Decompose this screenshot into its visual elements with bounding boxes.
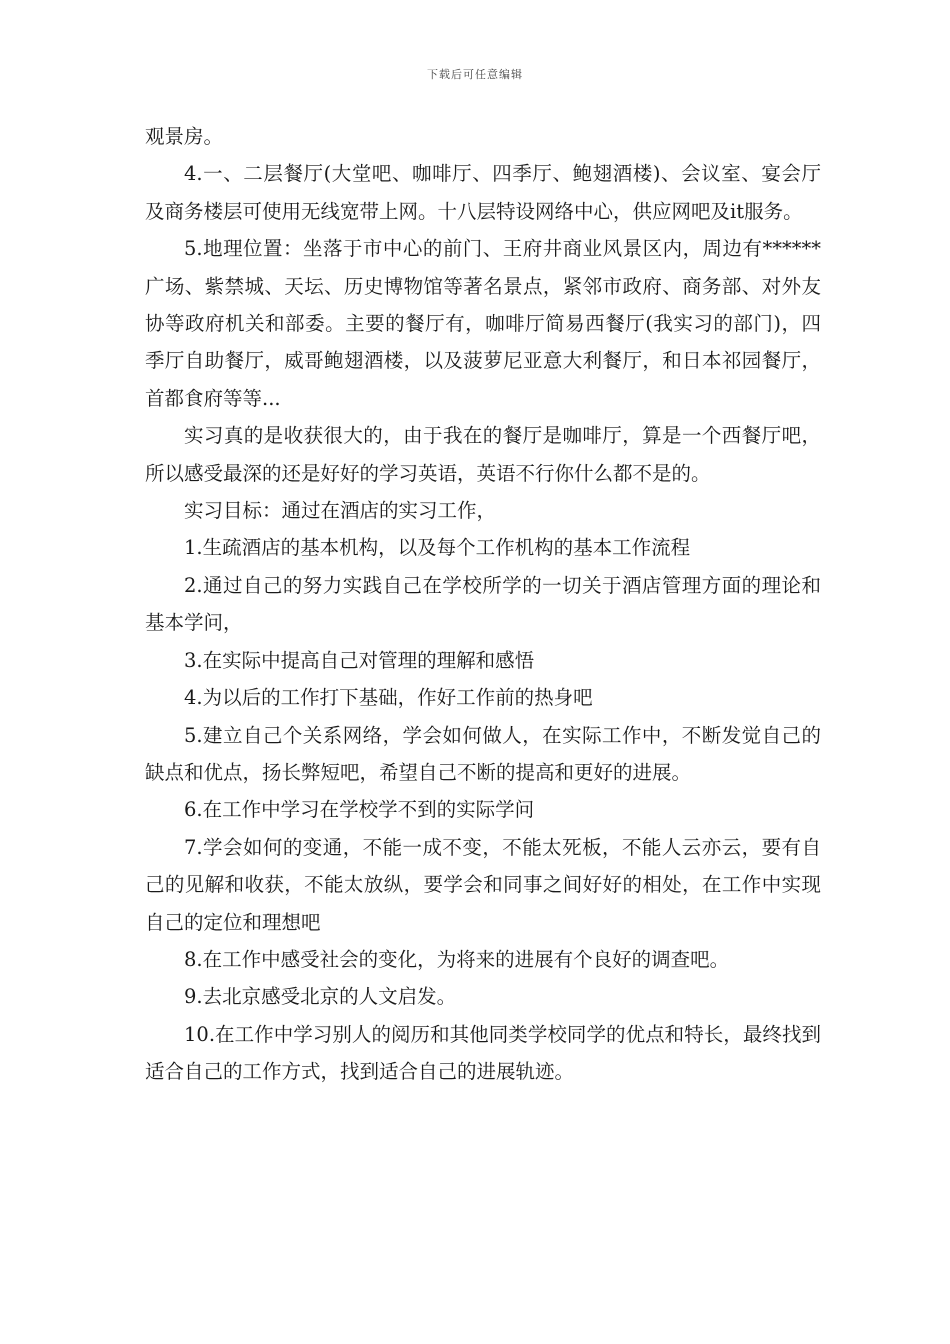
paragraph: 6.在工作中学习在学校学不到的实际学问: [184, 798, 535, 822]
paragraph: 10.在工作中学习别人的阅历和其他同类学校同学的优点和特长，最终找到适合自己的工作方式，找到适合自己的进展轨迹。: [145, 1022, 821, 1084]
paragraph: 2.通过自己的努力实践自己在学校所学的一切关于酒店管理方面的理论和基本学问，: [145, 573, 821, 635]
paragraph: 实习目标：通过在酒店的实习工作，: [184, 499, 497, 523]
paragraph: 8.在工作中感受社会的变化，为将来的进展有个良好的调查吧。: [184, 947, 730, 971]
paragraph: 实习真的是收获很大的，由于我在的餐厅是咖啡厅，算是一个西餐厅吧，所以感受最深的还是好好的学习英语，英语不行你什么都不是的。: [145, 424, 821, 485]
paragraph: 1.生疏酒店的基本机构，以及每个工作机构的基本工作流程: [184, 536, 691, 560]
paragraph: 4.为以后的工作打下基础，作好工作前的热身吧: [184, 686, 593, 710]
paragraph: 5.地理位置：坐落于市中心的前门、王府井商业风景区内，周边有******广场、紫禁城、天坛、历史博物馆等著名景点，紧邻市政府、商务部、对外友协等政府机关和部委。主要的餐厅有，咖啡厅简易西餐厅(我实习的部门)，四季厅自助餐厅，威哥鲍翅酒楼，以及菠萝尼亚意大利餐厅，和日本祁园餐厅，首都食府等等...: [145, 237, 821, 410]
paragraph: 3.在实际中提高自己对管理的理解和感悟: [184, 648, 535, 672]
document-body: [145, 118, 821, 1091]
paragraph: 9.去北京感受北京的人文启发。: [184, 985, 457, 1009]
page-header-note: 下载后可任意编辑: [427, 68, 523, 81]
paragraph: 观景房。: [145, 125, 224, 148]
paragraph: 4.一、二层餐厅(大堂吧、咖啡厅、四季厅、鲍翅酒楼)、会议室、宴会厅及商务楼层可使用无线宽带上网。十八层特设网络中心，供应网吧及it服务。: [145, 162, 821, 223]
paragraph: 5.建立自己个关系网络，学会如何做人，在实际工作中，不断发觉自己的缺点和优点，扬长弊短吧，希望自己不断的提高和更好的进展。: [145, 723, 821, 784]
paragraph: 7.学会如何的变通，不能一成不变，不能太死板，不能人云亦云，要有自己的见解和收获，不能太放纵，要学会和同事之间好好的相处，在工作中实现自己的定位和理想吧: [145, 835, 821, 934]
